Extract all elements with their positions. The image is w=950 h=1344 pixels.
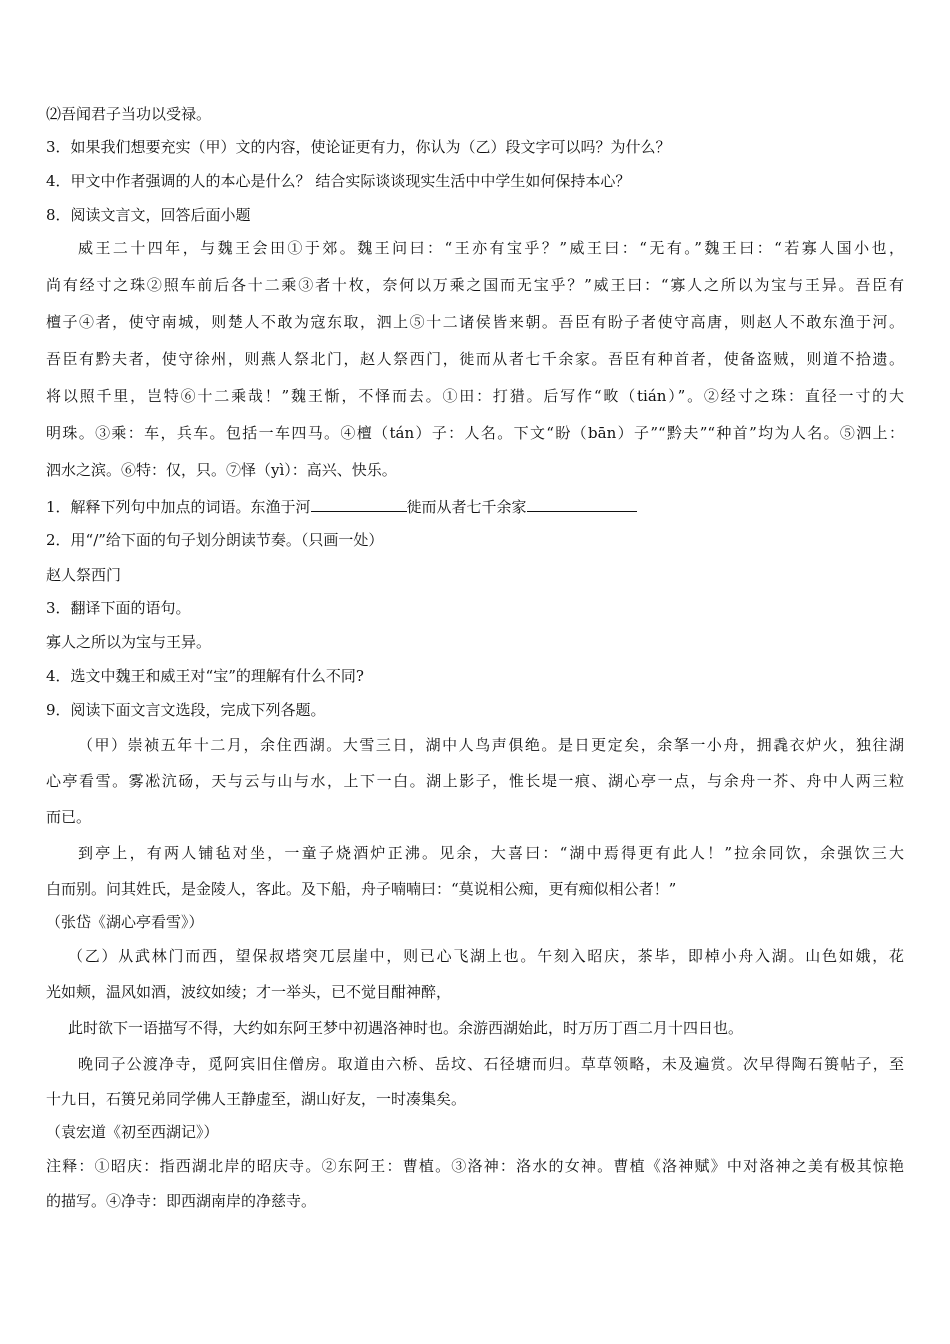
question-8-4: 4．选文中魏王和威王对“宝”的理解有什么不同? [46, 667, 364, 685]
passage-jia-line: （甲）崇祯五年十二月，余住西湖。大雪三日，湖中人鸟声俱绝。是日更定矣，余拏一小舟，拥毳衣炉火，独往湖 [78, 736, 904, 754]
passage-yi-line: 十九日，石篑兄弟同学佛人王静虚至，湖山好友，一时凑集矣。 [46, 1090, 467, 1108]
passage-jia-line: 白而别。问其姓氏，是金陵人，客此。及下船，舟子喃喃曰：“莫说相公痴，更有痴似相公者！” [46, 880, 677, 898]
question-8-1-text-b: 徙而从者七千余家 [406, 498, 527, 516]
passage-8-line: 吾臣有黔夫者，使守徐州，则燕人祭北门，赵人祭西门，徙而从者七千余家。吾臣有种首者，使备盗贼，则道不拾遗。 [46, 350, 904, 368]
question-8-1-text-a: 1．解释下列句中加点的词语。东渔于河 [46, 498, 311, 516]
question-8-3-sentence: 寡人之所以为宝与王异。 [46, 633, 212, 651]
answer-blank-2[interactable] [527, 495, 637, 512]
passage-jia-source: （张岱《湖心亭看雪》） [46, 913, 204, 931]
answer-blank-1[interactable] [311, 495, 407, 512]
passage-yi-source: （袁宏道《初至西湖记》） [46, 1123, 219, 1141]
passage-yi-line: 此时欲下一语描写不得，大约如东阿王梦中初遇洛神时也。余游西湖始此，时万历丁酉二月十四日也。 [68, 1019, 744, 1037]
annotation-line: 的描写。④净寺：即西湖南岸的净慈寺。 [46, 1192, 317, 1210]
passage-8-line: 明珠。③乘：车，兵车。包括一车四马。④檀（tán）子：人名。下文“盼（bān）子”“黔夫”“种首”均为人名。⑤泗上： [46, 424, 904, 442]
passage-yi-line: （乙）从武林门而西，望保叔塔突兀层崖中，则已心飞湖上也。午刻入昭庆，茶毕，即棹小舟入湖。山色如娥，花 [68, 947, 904, 965]
section-9-heading: 9．阅读下面文言文选段，完成下列各题。 [46, 701, 326, 719]
question-4: 4．甲文中作者强调的人的本心是什么？ 结合实际谈谈现实生活中中学生如何保持本心？ [46, 172, 631, 190]
question-3: 3．如果我们想要充实（甲）文的内容，使论证更有力，你认为（乙）段文字可以吗？为什么？ [46, 138, 671, 156]
section-8-heading: 8．阅读文言文，回答后面小题 [46, 206, 251, 224]
question-sub-2: ⑵吾闻君子当功以受禄。 [46, 105, 212, 123]
question-8-1 [46, 495, 637, 515]
passage-jia-line: 到亭上，有两人铺毡对坐，一童子烧酒炉正沸。见余，大喜曰：“湖中焉得更有此人！”拉余同饮，余强饮三大 [78, 844, 904, 862]
question-8-3: 3．翻译下面的语句。 [46, 599, 191, 617]
question-8-2-sentence: 赵人祭西门 [46, 566, 122, 584]
annotation-line: 注释：①昭庆：指西湖北岸的昭庆寺。②东阿王：曹植。③洛神：洛水的女神。曹植《洛神赋》中对洛神之美有极其惊艳 [46, 1157, 904, 1175]
passage-8-line: 檀子④者，使守南城，则楚人不敢为寇东取，泗上⑤十二诸侯皆来朝。吾臣有盼子者使守高唐，则赵人不敢东渔于河。 [46, 313, 904, 331]
passage-8-line: 尚有经寸之珠②照车前后各十二乘③者十枚，奈何以万乘之国而无宝乎？”威王曰：“寡人之所以为宝与王异。吾臣有 [46, 276, 904, 294]
passage-jia-line: 而已。 [46, 808, 92, 826]
passage-8-line: 威王二十四年，与魏王会田①于郊。魏王问曰：“王亦有宝乎？”威王曰：“无有。”魏王曰：“若寡人国小也， [78, 239, 904, 257]
passage-jia-line: 心亭看雪。雾凇沆砀，天与云与山与水，上下一白。湖上影子，惟长堤一痕、湖心亭一点，与余舟一芥、舟中人两三粒 [46, 772, 904, 790]
passage-yi-line: 光如颊，温风如酒，波纹如绫；才一举头，已不觉目酣神醉， [46, 983, 452, 1001]
passage-8-line: 将以照千里，岂特⑥十二乘哉！”魏王惭，不怿而去。①田：打猎。后写作“畋（tián）”。②经寸之珠：直径一寸的大 [46, 387, 904, 405]
passage-yi-line: 晚同子公渡净寺，觅阿宾旧住僧房。取道由六桥、岳坟、石径塘而归。草草领略，未及遍赏。次早得陶石篑帖子，至 [78, 1055, 904, 1073]
passage-8-line: 泗水之滨。⑥特：仅，只。⑦怿（yì）：高兴、快乐。 [46, 461, 397, 479]
question-8-2: 2．用“/”给下面的句子划分朗读节奏。（只画一处） [46, 531, 384, 549]
